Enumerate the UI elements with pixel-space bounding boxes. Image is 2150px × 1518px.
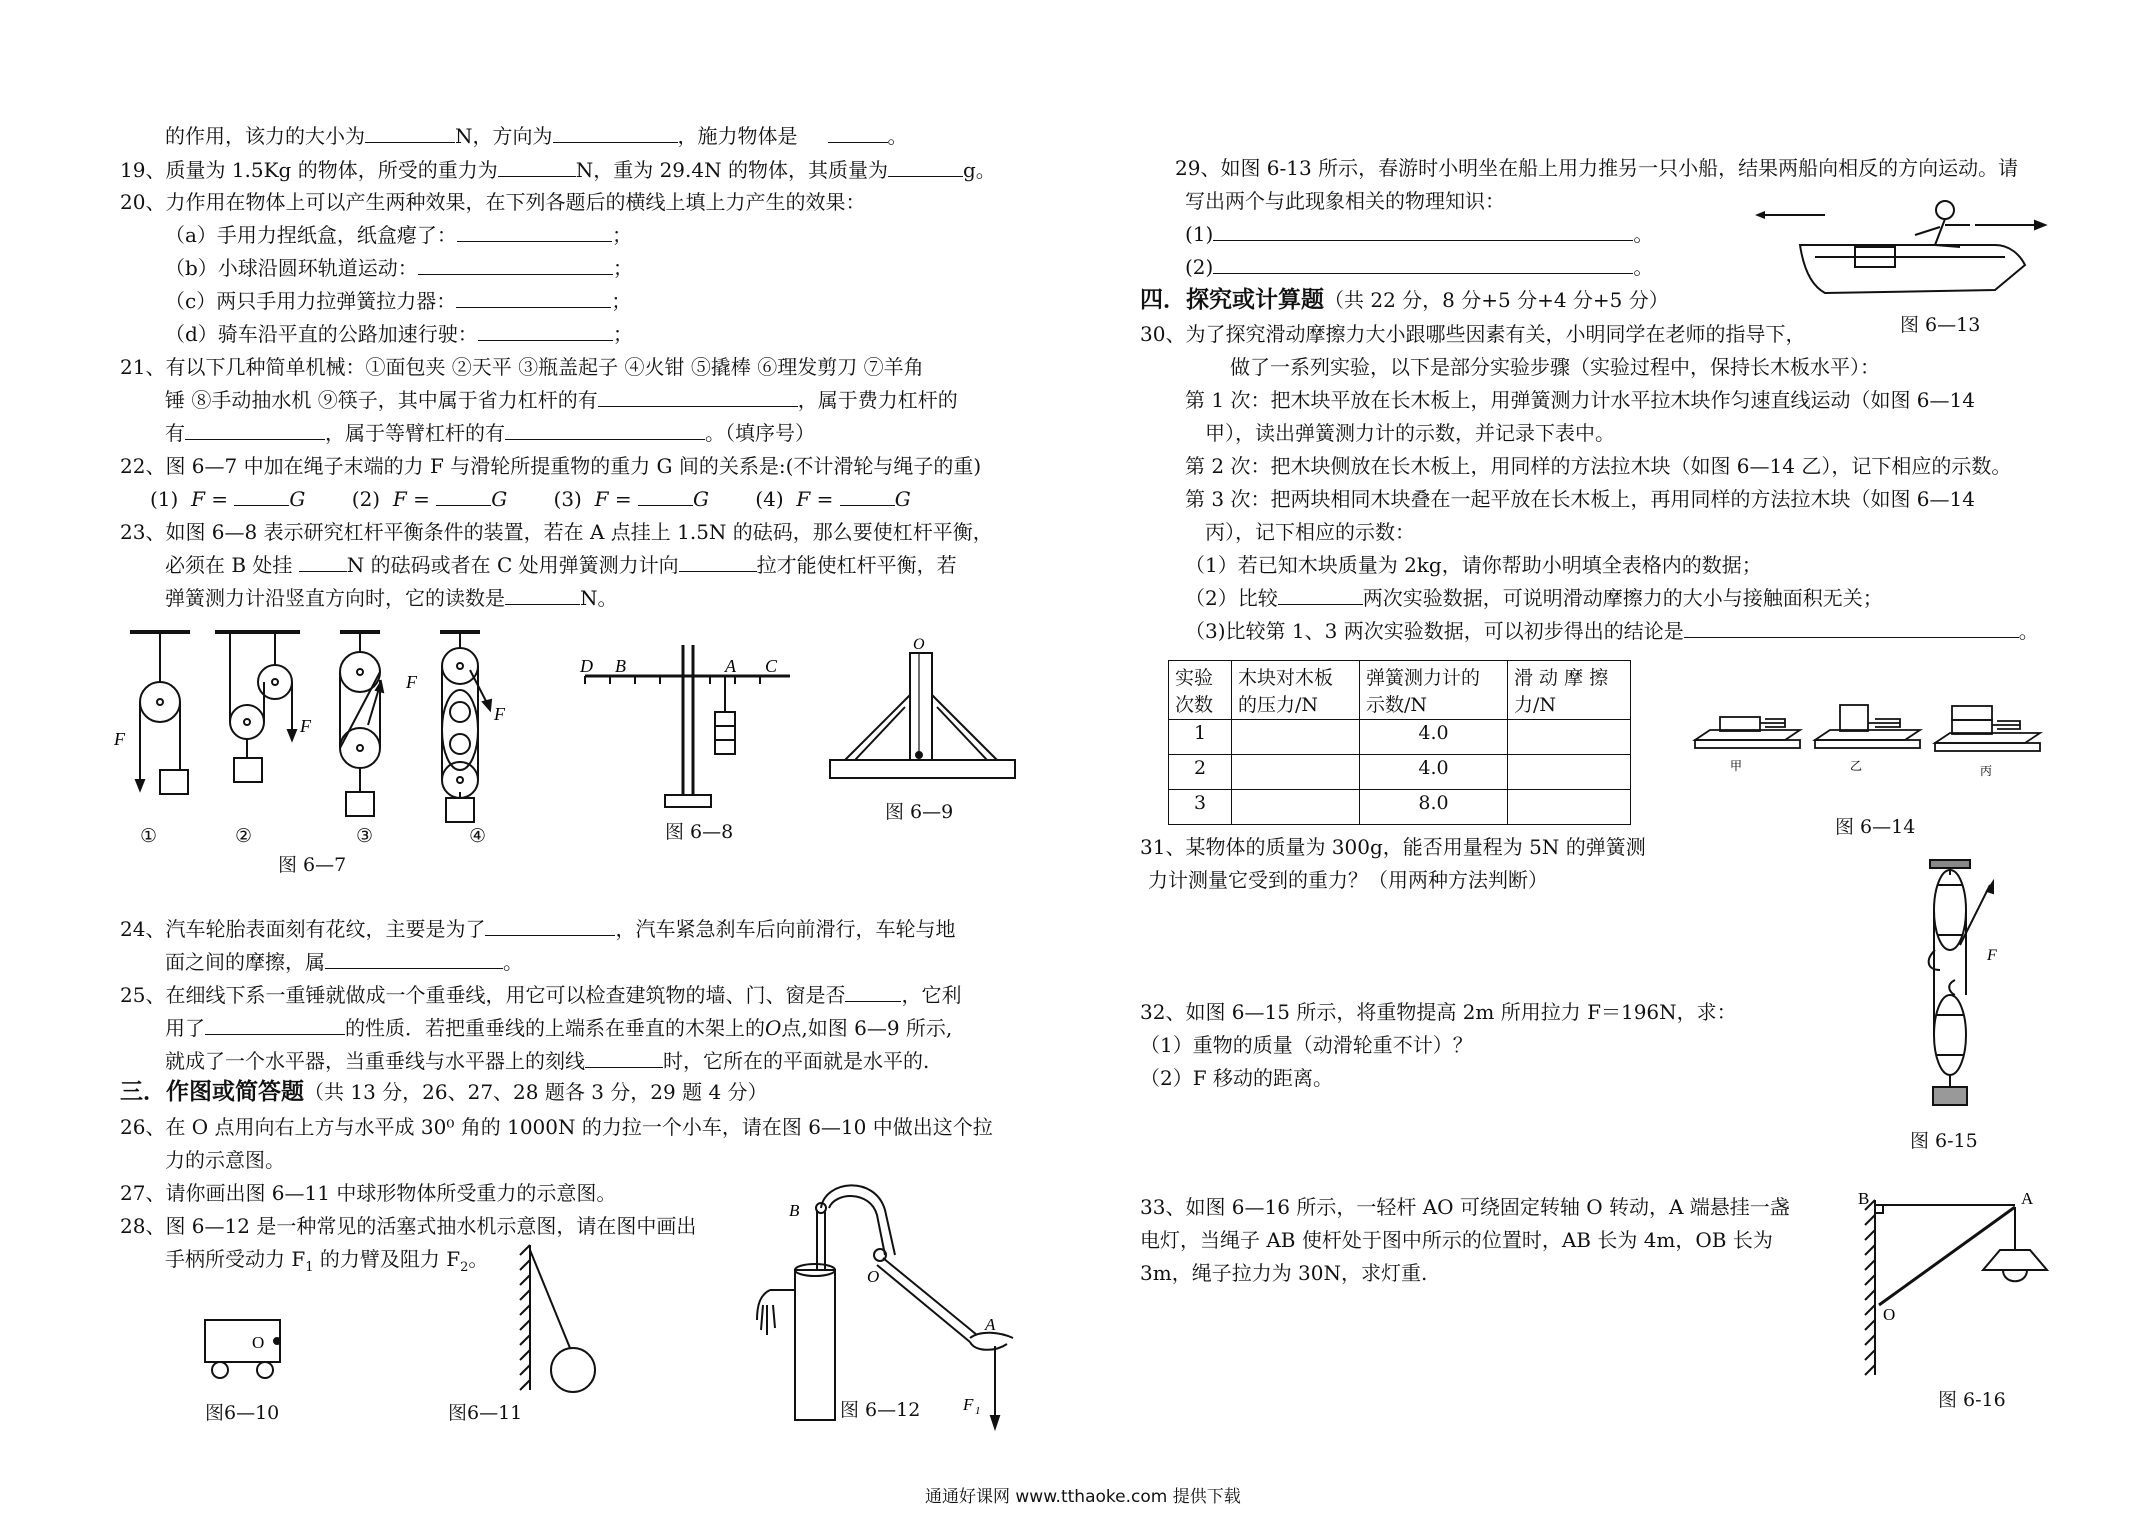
- question-25-line1: 25、在细线下系一重锤就做成一个重垂线，用它可以检查建筑物的墙、门、窗是否 ，它利: [120, 983, 962, 1007]
- figure-6-8-lever: [575, 640, 795, 820]
- question-30-line2: 做了一系列实验，以下是部分实验步骤（实验过程中，保持长木板水平）：: [1230, 355, 1880, 379]
- fig67-F4: F: [494, 704, 505, 724]
- table-cell: 1: [1169, 720, 1232, 755]
- table-cell: 3: [1169, 790, 1232, 825]
- question-25-line3: 就成了一个水平器，当重垂线与水平器上的刻线 时，它所在的平面就是水平的.: [165, 1049, 930, 1073]
- fig614-label-a: 甲: [1730, 759, 1743, 773]
- table-cell: 4.0: [1360, 755, 1508, 790]
- fig616-caption: 图 6-16: [1938, 1389, 2006, 1411]
- question-28-line2: 手柄所受动力 $F_1$ 的力臂及阻力 $F_2$。: [165, 1247, 489, 1275]
- fig616-B: B: [1858, 1189, 1870, 1208]
- question-30-step3b: 丙），记下相应的示数：: [1205, 520, 1415, 544]
- section-3-heading: 三．作图或简答题（共 13 分，26、27、28 题各 3 分，29 题 4 分）: [120, 1079, 768, 1105]
- section-4-heading: 四．探究或计算题（共 22 分，8 分+5 分+4 分+5 分）: [1140, 287, 1669, 313]
- question-26-line1: 26、在 O 点用向右上方与水平成 30⁰ 角的 1000N 的力拉一个小车，请在图 6—10 中做出这个拉: [120, 1115, 993, 1139]
- fig68-A: A: [725, 656, 736, 676]
- fig69-O: O: [913, 636, 925, 653]
- question-23-line2: 必须在 B 处挂 N 的砝码或者在 C 处用弹簧测力计向 拉才能使杠杆平衡，若: [165, 553, 957, 577]
- fig616-A: A: [2021, 1189, 2034, 1208]
- fig614-label-b: 乙: [1850, 759, 1863, 773]
- table-row: [1169, 790, 1631, 825]
- question-20-c: （c）两只手用力拉弹簧拉力器： ；: [165, 289, 632, 313]
- question-23-line3: 弹簧测力计沿竖直方向时，它的读数是 N。: [165, 586, 618, 610]
- table-cell: [1508, 790, 1631, 825]
- question-30-sub3: （3)比较第 1、3 两次实验数据，可以初步得出的结论是 。: [1185, 619, 2039, 643]
- fig612-O: O: [867, 1267, 880, 1286]
- table-row: [1169, 720, 1631, 755]
- table-cell: [1508, 720, 1631, 755]
- fig68-B: B: [615, 656, 626, 676]
- figure-6-14-blocks: [1690, 695, 2040, 805]
- fig67-label-1: ①: [140, 825, 158, 847]
- question-33-line1: 33、如图 6—16 所示，一轻杆 AO 可绕固定转轴 O 转动，A 端悬挂一盏: [1140, 1195, 1790, 1219]
- figure-6-13-boat: [1795, 195, 2045, 305]
- fig67-F2: F: [300, 716, 311, 736]
- table-cell: [1232, 720, 1360, 755]
- question-23-line1: 23、如图 6—8 表示研究杠杆平衡条件的装置，若在 A 点挂上 1.5N 的砝码，那么要使杠杆平衡，: [120, 520, 993, 544]
- table-row: [1169, 755, 1631, 790]
- question-24-line1: 24、汽车轮胎表面刻有花纹，主要是为了 ，汽车紧急刹车后向前滑行，车轮与地: [120, 917, 956, 941]
- fig67-F1: F: [114, 729, 125, 749]
- fig68-C: C: [765, 656, 778, 676]
- question-25-line2: 用了 的性质．若把重垂线的上端系在垂直的木架上的O点,如图 6—9 所示,: [165, 1016, 953, 1040]
- question-20-stem: 20、力作用在物体上可以产生两种效果，在下列各题后的横线上填上力产生的效果：: [120, 190, 866, 214]
- question-29-blank1: (1) 。: [1185, 222, 1654, 246]
- figure-6-11-ball: [510, 1240, 600, 1400]
- table-header-friction: 滑 动 摩 擦 力/N: [1508, 661, 1631, 720]
- fig67-label-3: ③: [356, 825, 374, 847]
- fig67-F3: F: [406, 672, 417, 692]
- fig615-caption: 图 6-15: [1910, 1130, 1978, 1152]
- table-header-trial: 实验 次数: [1169, 661, 1232, 720]
- question-20-d: （d）骑车沿平直的公路加速行驶： ；: [165, 322, 633, 346]
- fig614-caption: 图 6—14: [1835, 816, 1916, 838]
- fig68-caption: 图 6—8: [665, 821, 734, 843]
- question-32-line1: 32、如图 6—15 所示，将重物提高 2m 所用拉力 F＝196N，求：: [1140, 1000, 1737, 1024]
- fig612-caption: 图 6—12: [840, 1399, 921, 1421]
- fig612-A: A: [985, 1315, 996, 1334]
- fig68-D: D: [580, 656, 593, 676]
- fig612-B: B: [789, 1201, 800, 1220]
- fig67-caption: 图 6—7: [278, 854, 347, 876]
- fig615-F: F: [1987, 947, 1997, 964]
- question-30-step1b: 甲），读出弹簧测力计的示数，并记录下表中。: [1205, 421, 1615, 445]
- table-cell: [1508, 755, 1631, 790]
- question-32-line2: （1）重物的质量（动滑轮重不计）？: [1140, 1033, 1473, 1057]
- question-22-stem: 22、图 6—7 中加在绳子末端的力 F 与滑轮所提重物的重力 G 间的关系是:(不计滑轮与绳子的重): [120, 454, 982, 478]
- table-cell: 8.0: [1360, 790, 1508, 825]
- question-30-sub2: （2）比较 两次实验数据，可说明滑动摩擦力的大小与接触面积无关；: [1185, 586, 1883, 610]
- question-21-line1: 21、有以下几种简单机械：①面包夹 ②天平 ③瓶盖起子 ④火钳 ⑤撬棒 ⑥理发剪刀 ⑦羊角: [120, 355, 924, 379]
- friction-data-table: [1168, 660, 1631, 825]
- question-21-line3: 有 ，属于等臂杠杆的有 。（填序号）: [165, 421, 815, 445]
- question-30-step3a: 第 3 次：把两块相同木块叠在一起平放在长木板上，再用同样的方法拉木块（如图 6—14: [1185, 487, 1975, 511]
- table-cell: [1232, 755, 1360, 790]
- question-27: 27、请你画出图 6—11 中球形物体所受重力的示意图。: [120, 1181, 617, 1205]
- question-30-step2: 第 2 次：把木块侧放在长木板上，用同样的方法拉木块（如图 6—14 乙），记下相应的示数。: [1185, 454, 2012, 478]
- fig612-F1: F: [963, 1395, 974, 1414]
- question-29-line2: 写出两个与此现象相关的物理知识：: [1185, 189, 1505, 213]
- question-28-line1: 28、图 6—12 是一种常见的活塞式抽水机示意图，请在图中画出: [120, 1214, 697, 1238]
- question-21-line2: 锤 ⑧手动抽水机 ⑨筷子，其中属于省力杠杆的有 ，属于费力杠杆的: [165, 388, 958, 412]
- question-30-step1a: 第 1 次：把木块平放在长木板上，用弹簧测力计水平拉木块作匀速直线运动（如图 6—14: [1185, 388, 1975, 412]
- question-29-line1: 29、如图 6-13 所示，春游时小明坐在船上用力推另一只小船，结果两船向相反的方向运动。请: [1175, 156, 2019, 180]
- fig67-label-2: ②: [235, 825, 253, 847]
- question-20-b: （b）小球沿圆环轨道运动： ；: [165, 256, 633, 280]
- figure-6-9-level: [825, 635, 1025, 795]
- question-30-sub1: （1）若已知木块质量为 2kg，请你帮助小明填全表格内的数据；: [1185, 553, 1762, 577]
- question-29-blank2: (2) 。: [1185, 255, 1654, 279]
- footer-source: 通通好课网 www.tthaoke.com 提供下载: [925, 1487, 1241, 1507]
- table-header-reading: 弹簧测力计的 示数/N: [1360, 661, 1508, 720]
- question-26-line2: 力的示意图。: [165, 1148, 285, 1172]
- question-33-line2: 电灯，当绳子 AB 使杆处于图中所示的位置时，AB 长为 4m，OB 长为: [1140, 1228, 1773, 1252]
- table-header-row: [1169, 661, 1631, 720]
- fig612-F1-sub: 1: [975, 1405, 981, 1417]
- question-31-line1: 31、某物体的质量为 300g，能否用量程为 5N 的弹簧测: [1140, 835, 1646, 859]
- fig69-caption: 图 6—9: [885, 801, 954, 823]
- figure-6-16-bracket: [1855, 1190, 2055, 1380]
- table-header-pressure: 木块对木板 的压力/N: [1232, 661, 1360, 720]
- fig610-caption: 图6—10: [205, 1402, 280, 1424]
- question-31-line2: 力计测量它受到的重力？（用两种方法判断）: [1148, 868, 1548, 892]
- question-24-line2: 面之间的摩擦，属 。: [165, 950, 523, 974]
- fig616-O: O: [1883, 1305, 1896, 1324]
- question-19: 19、质量为 1.5Kg 的物体，所受的重力为 N，重为 29.4N 的物体，其质量为 g。: [120, 158, 996, 182]
- fig610-O: O: [252, 1333, 265, 1352]
- fig613-caption: 图 6—13: [1900, 314, 1981, 336]
- fig614-label-c: 丙: [1980, 764, 1993, 778]
- question-33-line3: 3m，绳子拉力为 30N，求灯重.: [1140, 1261, 1428, 1285]
- question-20-a: （a）手用力捏纸盒，纸盒瘪了： ；: [165, 223, 632, 247]
- fig611-caption: 图6—11: [448, 1402, 523, 1424]
- q18-continuation: 的作用，该力的大小为 N，方向为 ，施力物体是 。: [165, 124, 908, 148]
- figure-6-10-cart: [200, 1315, 300, 1385]
- figure-6-12-pump: [745, 1180, 1035, 1430]
- table-cell: 2: [1169, 755, 1232, 790]
- question-30-line1: 30、为了探究滑动摩擦力大小跟哪些因素有关，小明同学在老师的指导下，: [1140, 322, 1806, 346]
- question-22-items: (1) F = G (2) F = G (3) F = G (4) F = G: [150, 487, 911, 511]
- question-32-line3: （2）F 移动的距离。: [1140, 1066, 1333, 1090]
- table-cell: [1232, 790, 1360, 825]
- figure-6-15-pulleys: [1915, 855, 2015, 1115]
- fig67-label-4: ④: [469, 825, 487, 847]
- table-cell: 4.0: [1360, 720, 1508, 755]
